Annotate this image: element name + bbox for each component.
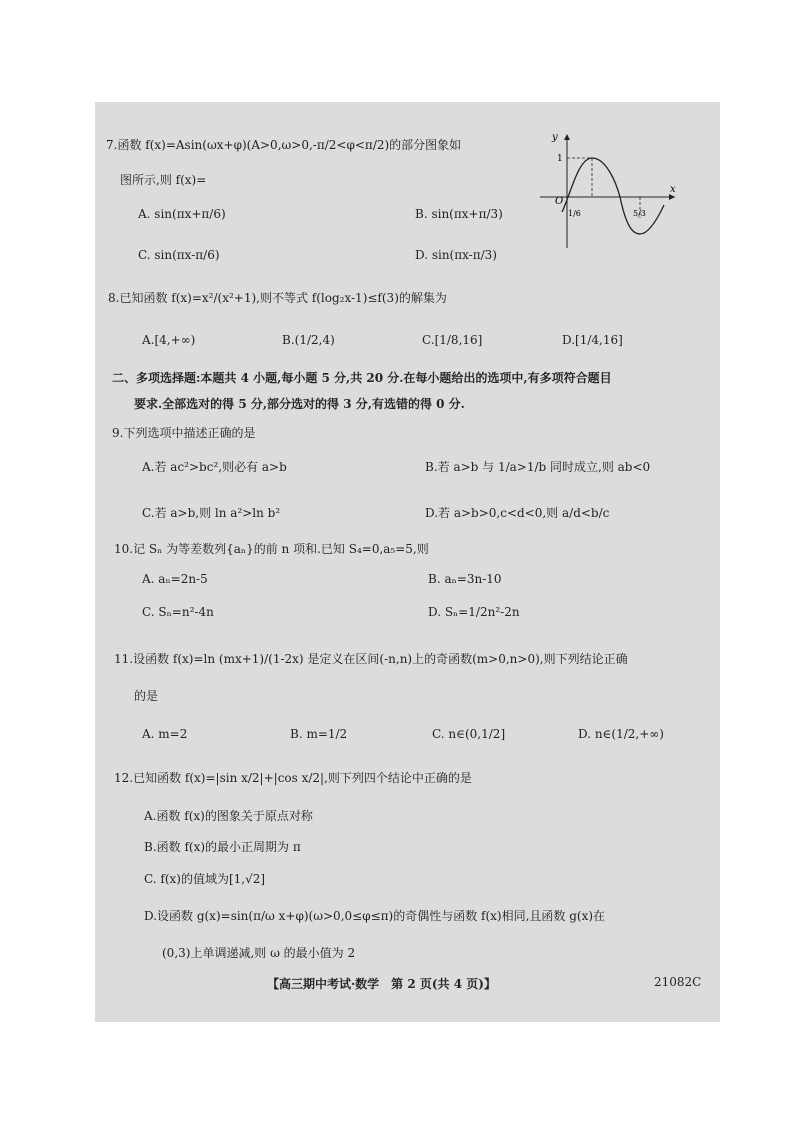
q10-option-a: A. aₙ=2n-5	[142, 572, 208, 586]
q8-option-a: A.[4,+∞)	[142, 333, 196, 347]
section2-instructions-line2: 要求.全部选对的得 5 分,部分选对的得 3 分,有选错的得 0 分.	[134, 397, 465, 411]
q7-stem-line2: 图所示,则 f(x)=	[120, 173, 207, 187]
q9-option-b: B.若 a>b 与 1/a>1/b 同时成立,则 ab<0	[425, 460, 651, 474]
q7-sine-graph	[540, 130, 680, 250]
q12-option-d-line1: D.设函数 g(x)=sin(π/ω x+φ)(ω>0,0≤φ≤π)的奇偶性与函数 f(x)相同,且函数 g(x)在	[144, 909, 606, 923]
q7-stem-line1: 7.函数 f(x)=Asin(ωx+φ)(A>0,ω>0,-π/2<φ<π/2)的部分图象如	[106, 138, 462, 152]
q8-option-b: B.(1/2,4)	[282, 333, 335, 347]
q10-option-c: C. Sₙ=n²-4n	[142, 605, 214, 619]
q12-option-c: C. f(x)的值域为[1,√2]	[144, 872, 266, 886]
q11-option-c: C. n∈(0,1/2]	[432, 727, 506, 741]
q12-option-b: B.函数 f(x)的最小正周期为 π	[144, 840, 301, 854]
q7-option-d: D. sin(πx-π/3)	[415, 248, 497, 262]
sine-curve	[562, 158, 664, 234]
q12-option-d-line2: (0,3)上单调递减,则 ω 的最小值为 2	[162, 946, 356, 960]
q11-stem-line2: 的是	[134, 689, 159, 703]
q7-option-c: C. sin(πx-π/6)	[138, 248, 220, 262]
q12-option-a: A.函数 f(x)的图象关于原点对称	[144, 809, 313, 823]
page-footer-code: 21082C	[654, 975, 702, 989]
graph-one-label: 1	[557, 154, 563, 164]
q7-option-a: A. sin(πx+π/6)	[138, 207, 226, 221]
q12-stem: 12.已知函数 f(x)=|sin x/2|+|cos x/2|,则下列四个结论中正确的是	[114, 771, 472, 785]
q8-stem: 8.已知函数 f(x)=x²/(x²+1),则不等式 f(log₂x-1)≤f(3)的解集为	[108, 291, 447, 305]
graph-five-thirds-label: 5/3	[633, 209, 646, 218]
q11-option-b: B. m=1/2	[290, 727, 348, 741]
q9-option-a: A.若 ac²>bc²,则必有 a>b	[142, 460, 287, 474]
q8-option-c: C.[1/8,16]	[422, 333, 483, 347]
q10-option-d: D. Sₙ=1/2n²-2n	[428, 605, 520, 619]
q8-option-d: D.[1/4,16]	[562, 333, 623, 347]
q9-option-d: D.若 a>b>0,c<d<0,则 a/d<b/c	[425, 506, 610, 520]
page-footer-title: 【高三期中考试·数学 第 2 页(共 4 页)】	[267, 977, 496, 991]
q11-option-d: D. n∈(1/2,+∞)	[578, 727, 664, 741]
section2-instructions-line1: 二、多项选择题:本题共 4 小题,每小题 5 分,共 20 分.在每小题给出的选项中,有多项符合题目	[112, 371, 612, 385]
q11-option-a: A. m=2	[142, 727, 188, 741]
graph-one-sixth-label: 1/6	[568, 209, 581, 218]
q10-stem: 10.记 Sₙ 为等差数列{aₙ}的前 n 项和.已知 S₄=0,a₅=5,则	[114, 542, 429, 556]
q9-stem: 9.下列选项中描述正确的是	[112, 426, 256, 440]
y-axis-arrow	[564, 134, 570, 140]
graph-x-label: x	[670, 184, 676, 195]
q10-option-b: B. aₙ=3n-10	[428, 572, 502, 586]
q7-option-b: B. sin(πx+π/3)	[415, 207, 503, 221]
q11-stem-line1: 11.设函数 f(x)=ln (mx+1)/(1-2x) 是定义在区间(-n,n)上的奇函数(m>0,n>0),则下列结论正确	[114, 652, 628, 666]
graph-origin-label: O	[555, 196, 564, 207]
q9-option-c: C.若 a>b,则 ln a²>ln b²	[142, 506, 281, 520]
graph-y-label: y	[552, 132, 558, 143]
